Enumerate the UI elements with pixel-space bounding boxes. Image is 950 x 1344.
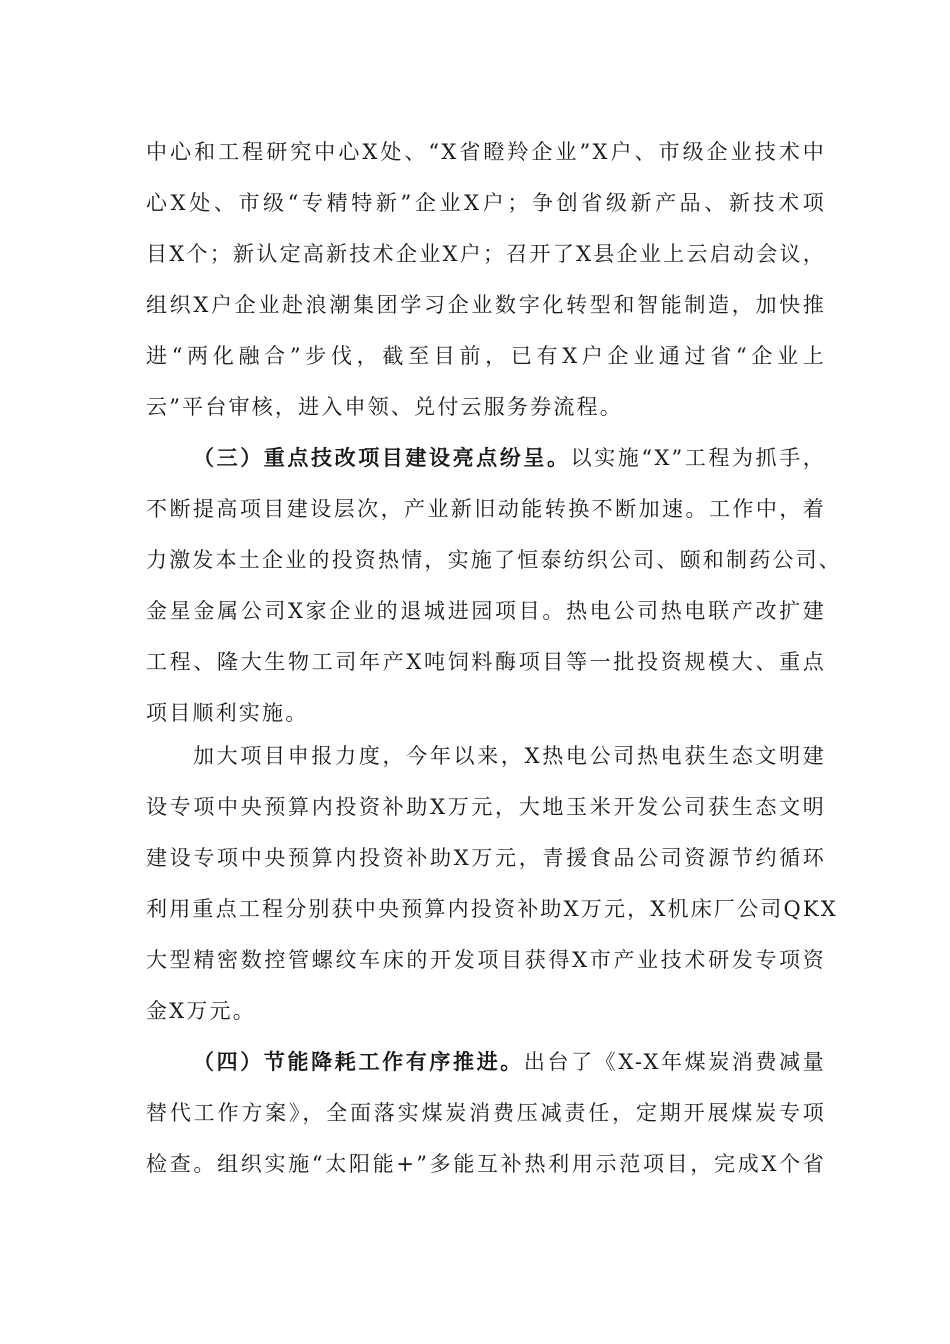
body-line: 建设专项中央预算内投资补助X万元，青援食品公司资源节约循环: [146, 846, 826, 870]
body-line: 不断提高项目建设层次，产业新旧动能转换不断加速。工作中，着: [146, 497, 826, 521]
paragraph-first-line: 加大项目申报力度，今年以来，X热电公司热电获生态文明建: [193, 744, 826, 768]
body-line: 金X万元。: [146, 999, 256, 1023]
body-line: 大型精密数控管螺纹车床的开发项目获得X市产业技术研发专项资: [146, 948, 826, 972]
body-line: 检查。组织实施“太阳能+”多能互补热利用示范项目，完成X个省: [146, 1152, 826, 1176]
body-line: 力激发本土企业的投资热情，实施了恒泰纺织公司、颐和制药公司、: [146, 548, 842, 572]
body-line: 进“两化融合”步伐，截至目前，已有X户企业通过省“企业上: [146, 344, 826, 368]
body-line: 设专项中央预算内投资补助X万元，大地玉米开发公司获生态文明: [146, 795, 826, 819]
body-line: 利用重点工程分别获中央预算内投资补助X万元，X机床厂公司QKX: [146, 897, 838, 921]
section-3-lead-text: 以实施“X”工程为抓手，: [570, 446, 827, 470]
body-line: 金星金属公司X家企业的退城进园项目。热电公司热电联产改扩建: [146, 599, 826, 623]
body-line: 中心和工程研究中心X处、“X省瞪羚企业”X户、市级企业技术中: [146, 140, 826, 164]
body-line: 组织X户企业赴浪潮集团学习企业数字化转型和智能制造，加快推: [146, 293, 826, 317]
body-line: 目X个；新认定高新技术企业X户；召开了X县企业上云启动会议，: [146, 242, 826, 266]
section-4-heading: （四）节能降耗工作有序推进。: [193, 1050, 524, 1074]
body-line: 项目顺利实施。: [146, 701, 309, 725]
section-3-first-line: [193, 442, 826, 474]
section-4-lead-text: 出台了《X-X年煤炭消费减量: [523, 1050, 826, 1074]
body-line: 替代工作方案》，全面落实煤炭消费压减责任，定期开展煤炭专项: [146, 1101, 826, 1125]
body-line: 工程、隆大生物工司年产X吨饲料酶项目等一批投资规模大、重点: [146, 650, 826, 674]
section-4-first-line: [193, 1046, 826, 1078]
body-line: 心X处、市级“专精特新”企业X户；争创省级新产品、新技术项: [146, 191, 826, 215]
section-3-heading: （三）重点技改项目建设亮点纷呈。: [193, 446, 571, 470]
body-line: 云”平台审核，进入申领、兑付云服务券流程。: [146, 395, 623, 419]
